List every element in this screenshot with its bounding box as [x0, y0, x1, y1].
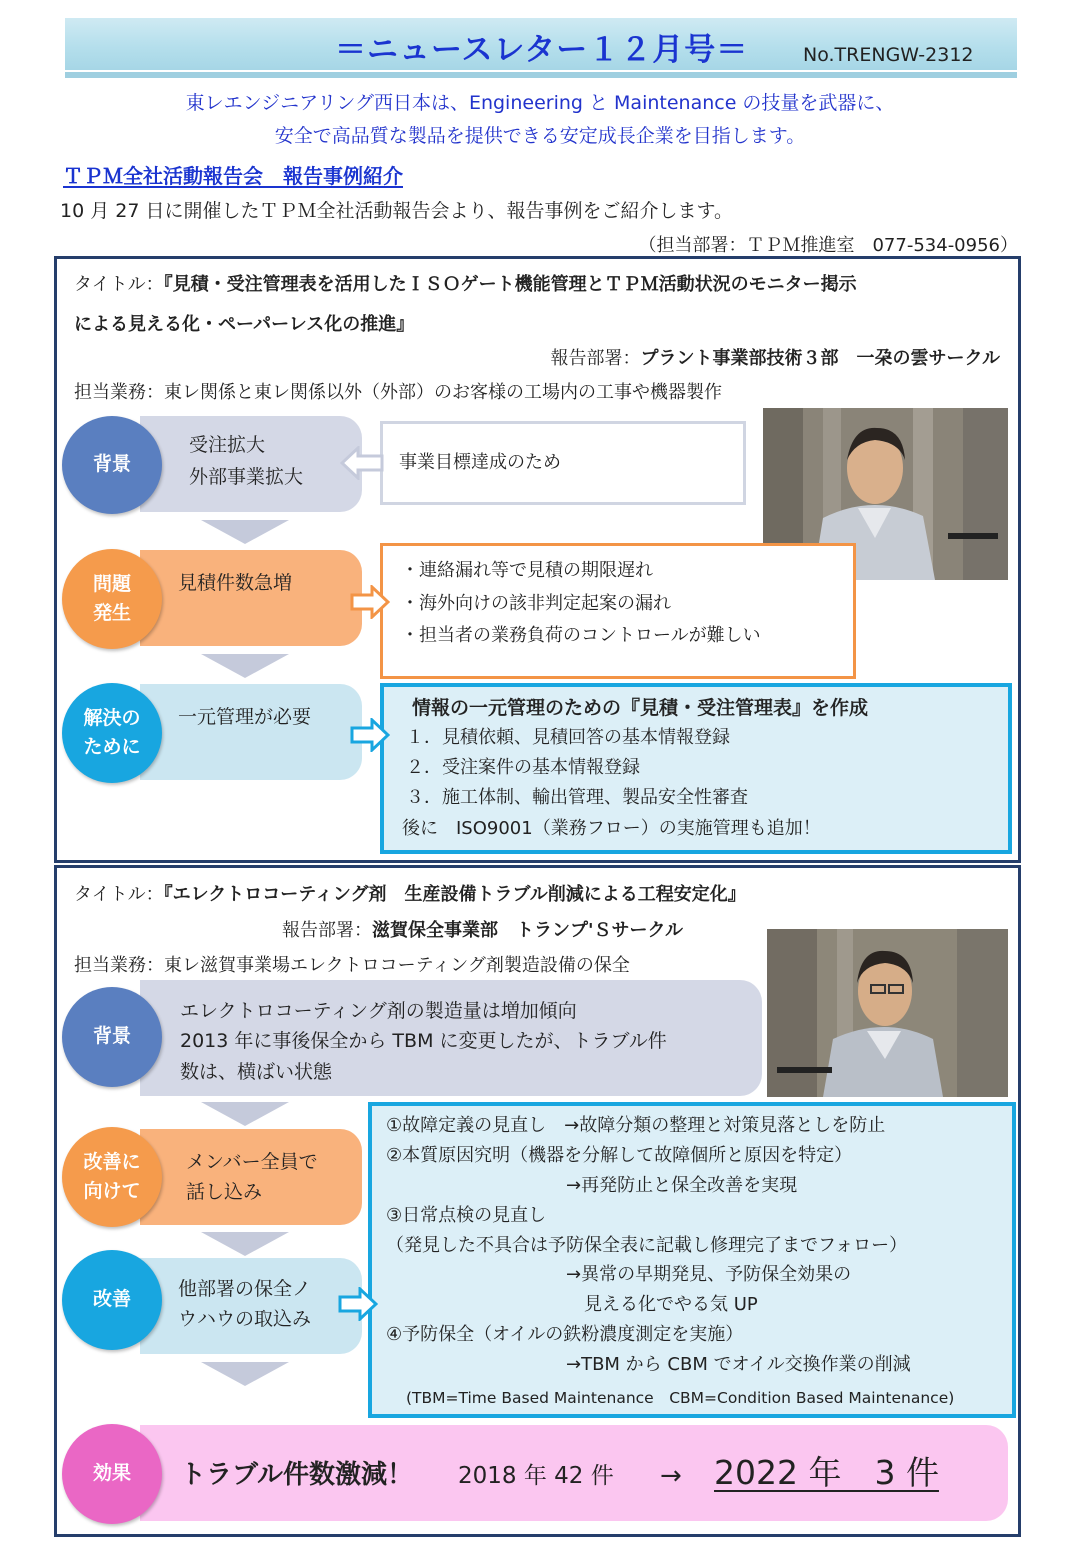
- case1-row3-detail-line-4: 後に ISO9001（業務フロー）の実施管理も追加！: [402, 817, 821, 839]
- case2-down-arrow-1-icon: [201, 1102, 289, 1126]
- case2-improve-line-2: ウハウの取込み: [178, 1308, 312, 1331]
- case1-row2-detail-line-3: ・担当者の業務負荷のコントロールが難しい: [401, 625, 761, 647]
- section-intro: 10 月 27 日に開催したＴＰＭ全社活動報告会より、報告事例をご紹介します。: [60, 200, 733, 222]
- case1-row3-detail-line-3: ３．施工体制、輸出管理、製品安全性審査: [406, 787, 748, 809]
- newsletter-title: ＝ニュースレター１２月号＝: [335, 32, 749, 68]
- case1-row3-detail-line-2: ２．受注案件の基本情報登録: [406, 757, 640, 779]
- case2-down-arrow-3-icon: [201, 1362, 289, 1386]
- case2-detail-line-6: →異常の早期発見、予防保全効果の: [386, 1264, 852, 1286]
- case1-dept: 報告部署：プラント事業部技術３部 一朶の雲サークル: [550, 348, 1000, 369]
- case2-dept: 報告部署：滋賀保全事業部 トランプ'Ｓサークル: [282, 920, 683, 941]
- case2-toward-line-2: 話し込み: [186, 1181, 263, 1204]
- case1-row2-label: 問題 発生: [62, 549, 162, 649]
- case1-row1-pill-line-1: 受注拡大: [189, 434, 266, 456]
- case1-row1-pill: [140, 416, 362, 512]
- case2-detail-line-5: （発見した不具合は予防保全表に記載し修理完了までフォロー）: [386, 1234, 908, 1256]
- case1-row2-detail-line-1: ・連絡漏れ等で見積の期限遅れ: [401, 560, 653, 581]
- case1-row3-arrow-icon: [350, 718, 390, 752]
- case2-title: タイトル：『エレクトロコーティング剤 生産設備トラブル削減による工程安定化』: [74, 884, 746, 905]
- header-divider: [65, 72, 1017, 78]
- case1-row2-detail-line-2: ・海外向けの該非判定起案の漏れ: [401, 592, 671, 614]
- case2-toward-line-1: メンバー全員で: [186, 1151, 318, 1173]
- case1-title-line-2: による見える化・ペーパーレス化の推進』: [74, 314, 415, 335]
- case2-effect-before: 2018 年 42 件: [458, 1463, 614, 1489]
- case1-down-arrow-1-icon: [201, 520, 289, 544]
- case1-down-arrow-2-icon: [201, 654, 289, 678]
- case1-row1-arrow-icon: [340, 446, 384, 480]
- case1-row1-detail: [380, 421, 746, 505]
- case2-detail-line-4: ③日常点検の見直し: [386, 1204, 547, 1226]
- contact-info: （担当部署：ＴＰＭ推進室 077-534-0956）: [638, 235, 1018, 256]
- case2-detail-line-3: →再発防止と保全改善を実現: [386, 1174, 798, 1196]
- case1-row3-detail-heading: 情報の一元管理のための『見積・受注管理表』を作成: [412, 697, 869, 719]
- case2-background-line-2: 2013 年に事後保全から TBM に変更したが、トラブル件: [180, 1030, 667, 1053]
- case2-background-line-3: 数は、横ばい状態: [180, 1060, 333, 1083]
- case2-down-arrow-2-icon: [201, 1232, 289, 1256]
- case2-toward-pill: [140, 1129, 362, 1225]
- case2-background-line-1: エレクトロコーティング剤の製造量は増加傾向: [180, 1000, 577, 1022]
- section-title: ＴＰＭ全社活動報告会 報告事例紹介: [63, 164, 403, 188]
- case2-detail-line-8: ④予防保全（オイルの鉄粉濃度測定を実施）: [386, 1324, 744, 1346]
- case2-improve-pill: [140, 1258, 362, 1354]
- case2-detail-line-2: ②本質原因究明（機器を分解して故障個所と原因を特定）: [386, 1144, 853, 1166]
- case2-improve-line-1: 他部署の保全ノ: [178, 1278, 312, 1300]
- case2-detail: [368, 1102, 1016, 1418]
- case2-effect-label: 効果: [62, 1424, 162, 1524]
- case2-improve-arrow-icon: [338, 1287, 378, 1321]
- case2-toward-label: 改善に 向けて: [62, 1127, 162, 1227]
- case2-detail-line-1: ①故障定義の見直し →故障分類の整理と対策見落としを防止: [386, 1115, 886, 1136]
- case2-effect-pill: [140, 1425, 1008, 1521]
- case1-row3-pill: [140, 684, 362, 780]
- case1-title-line-1: タイトル：『見積・受注管理表を活用したＩＳＯゲート機能管理とＴＰＭ活動状況のモニター掲示: [74, 274, 857, 295]
- case2-detail-line-9: →TBM から CBM でオイル交換作業の削減: [386, 1354, 911, 1375]
- case1-row2-pill: [140, 550, 362, 646]
- case2-effect-arrow: →: [660, 1461, 682, 1491]
- case1-row2-arrow-icon: [350, 585, 390, 619]
- newsletter-number: No.TRENGW-2312: [803, 44, 974, 66]
- case2-duty: 担当業務：東レ滋賀事業場エレクトロコーティング剤製造設備の保全: [74, 955, 630, 976]
- case1-row3-label: 解決の ために: [62, 683, 162, 783]
- case2-background-label: 背景: [62, 987, 162, 1087]
- case1-row3-pill-line: 一元管理が必要: [178, 706, 312, 728]
- case1-row1-detail-line: 事業目標達成のため: [399, 452, 561, 473]
- case1-row2-detail: [380, 543, 856, 679]
- case2-footnote: (TBM=Time Based Maintenance CBM=Condition Based Maintenance): [406, 1389, 955, 1407]
- case2-effect-after: 2022 年 3 件: [714, 1453, 939, 1492]
- case2-detail-line-7: 見える化でやる気 UP: [386, 1294, 758, 1316]
- mission-line-2: 安全で高品質な製品を提供できる安定成長企業を目指します。: [274, 125, 806, 147]
- case2-improve-label: 改善: [62, 1250, 162, 1350]
- case1-row1-pill-line-2: 外部事業拡大: [189, 466, 304, 488]
- case2-background-pill: [140, 980, 762, 1096]
- case1-row2-pill-line: 見積件数急増: [178, 572, 293, 594]
- case1-row1-label: 背景: [62, 416, 162, 514]
- case1-row3-detail-line-1: １．見積依頼、見積回答の基本情報登録: [406, 727, 730, 748]
- mission-line-1: 東レエンジニアリング西日本は、Engineering と Maintenance の技量を武器に、: [185, 92, 895, 114]
- case1-duty: 担当業務：東レ関係と東レ関係以外（外部）のお客様の工場内の工事や機器製作: [74, 382, 722, 403]
- case2-effect-text: トラブル件数激減！: [180, 1460, 413, 1490]
- case1-row3-detail: [380, 683, 1012, 854]
- case2-presenter-photo: [767, 929, 1008, 1097]
